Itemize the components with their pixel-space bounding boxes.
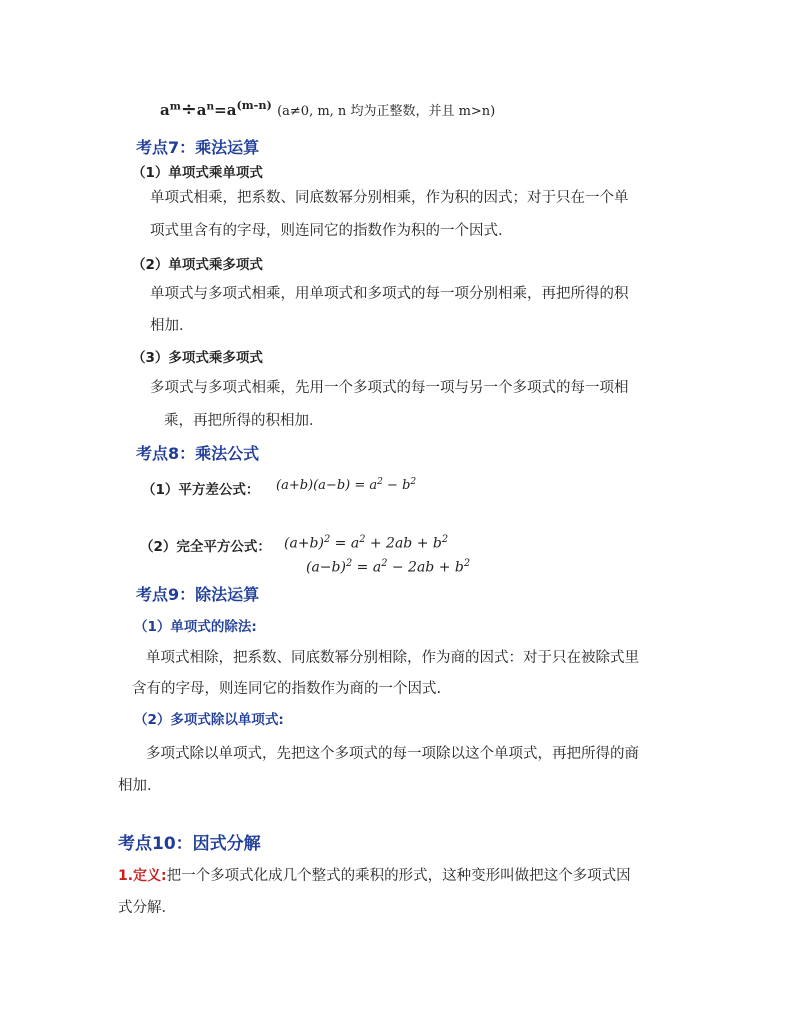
k9-sub1-title: （1）单项式的除法: xyxy=(134,619,257,635)
section-title-k9: 考点9：除法运算 xyxy=(136,585,260,604)
k7-sub1-line1: 单项式相乘，把系数、同底数幂分别相乘，作为积的因式；对于只在一个单 xyxy=(150,190,629,206)
k7-sub1-title: （1）单项式乘单项式 xyxy=(132,165,263,181)
k9-sub2-line2: 相加． xyxy=(118,778,162,794)
formula-condition: (a≠0, m, n 均为正整数，并且 m>n) xyxy=(277,104,496,120)
k7-sub3-line2: 乘，再把所得的积相加． xyxy=(164,413,324,429)
k9-sub2-line1: 多项式除以单项式，先把这个多项式的每一项除以这个单项式，再把所得的商 xyxy=(146,746,639,762)
k9-sub1-line2: 含有的字母，则连同它的指数作为商的一个因式. xyxy=(132,681,442,697)
perfect-square-formula-plus: $(a+b)^2 = a^2 + 2ab + b^2$ xyxy=(284,534,449,552)
division-formula: $a^m\div a^n=a^{(m-n)}$ (a≠0, m, n 均为正整数，并且 m>n) xyxy=(160,98,496,121)
difference-of-squares-formula: $(a+b)(a-b) = a^2 - b^2$ xyxy=(276,477,417,493)
section-title-k7: 考点7：乘法运算 xyxy=(136,138,260,157)
k8-formula1-label: （1）平方差公式： xyxy=(142,482,260,498)
k7-sub2-title: （2）单项式乘多项式 xyxy=(132,257,263,273)
k7-sub2-line2: 相加． xyxy=(150,318,194,334)
definition-label: 1.定义: xyxy=(118,868,167,884)
k7-sub1-line2: 项式里含有的字母，则连同它的指数作为积的一个因式． xyxy=(150,223,513,239)
section-title-k10: 考点10：因式分解 xyxy=(118,834,261,854)
k9-sub1-line1: 单项式相除，把系数、同底数幂分别相除，作为商的因式：对于只在被除式里 xyxy=(146,650,639,666)
section-title-k8: 考点8：乘法公式 xyxy=(136,444,260,463)
k9-sub2-title: （2）多项式除以单项式: xyxy=(134,712,284,728)
k7-sub3-title: （3）多项式乘多项式 xyxy=(132,350,263,366)
k10-definition-line2: 式分解． xyxy=(118,900,176,916)
k10-definition: 1.定义:把一个多项式化成几个整式的乘积的形式，这种变形叫做把这个多项式因 xyxy=(118,868,631,884)
k7-sub3-line1: 多项式与多项式相乘，先用一个多项式的每一项与另一个多项式的每一项相 xyxy=(150,380,629,396)
perfect-square-formula-minus: $(a-b)^2 = a^2 - 2ab + b^2$ xyxy=(306,558,471,576)
k8-formula2-label: （2）完全平方公式： xyxy=(140,539,271,555)
k7-sub2-line1: 单项式与多项式相乘，用单项式和多项式的每一项分别相乘，再把所得的积 xyxy=(150,286,629,302)
